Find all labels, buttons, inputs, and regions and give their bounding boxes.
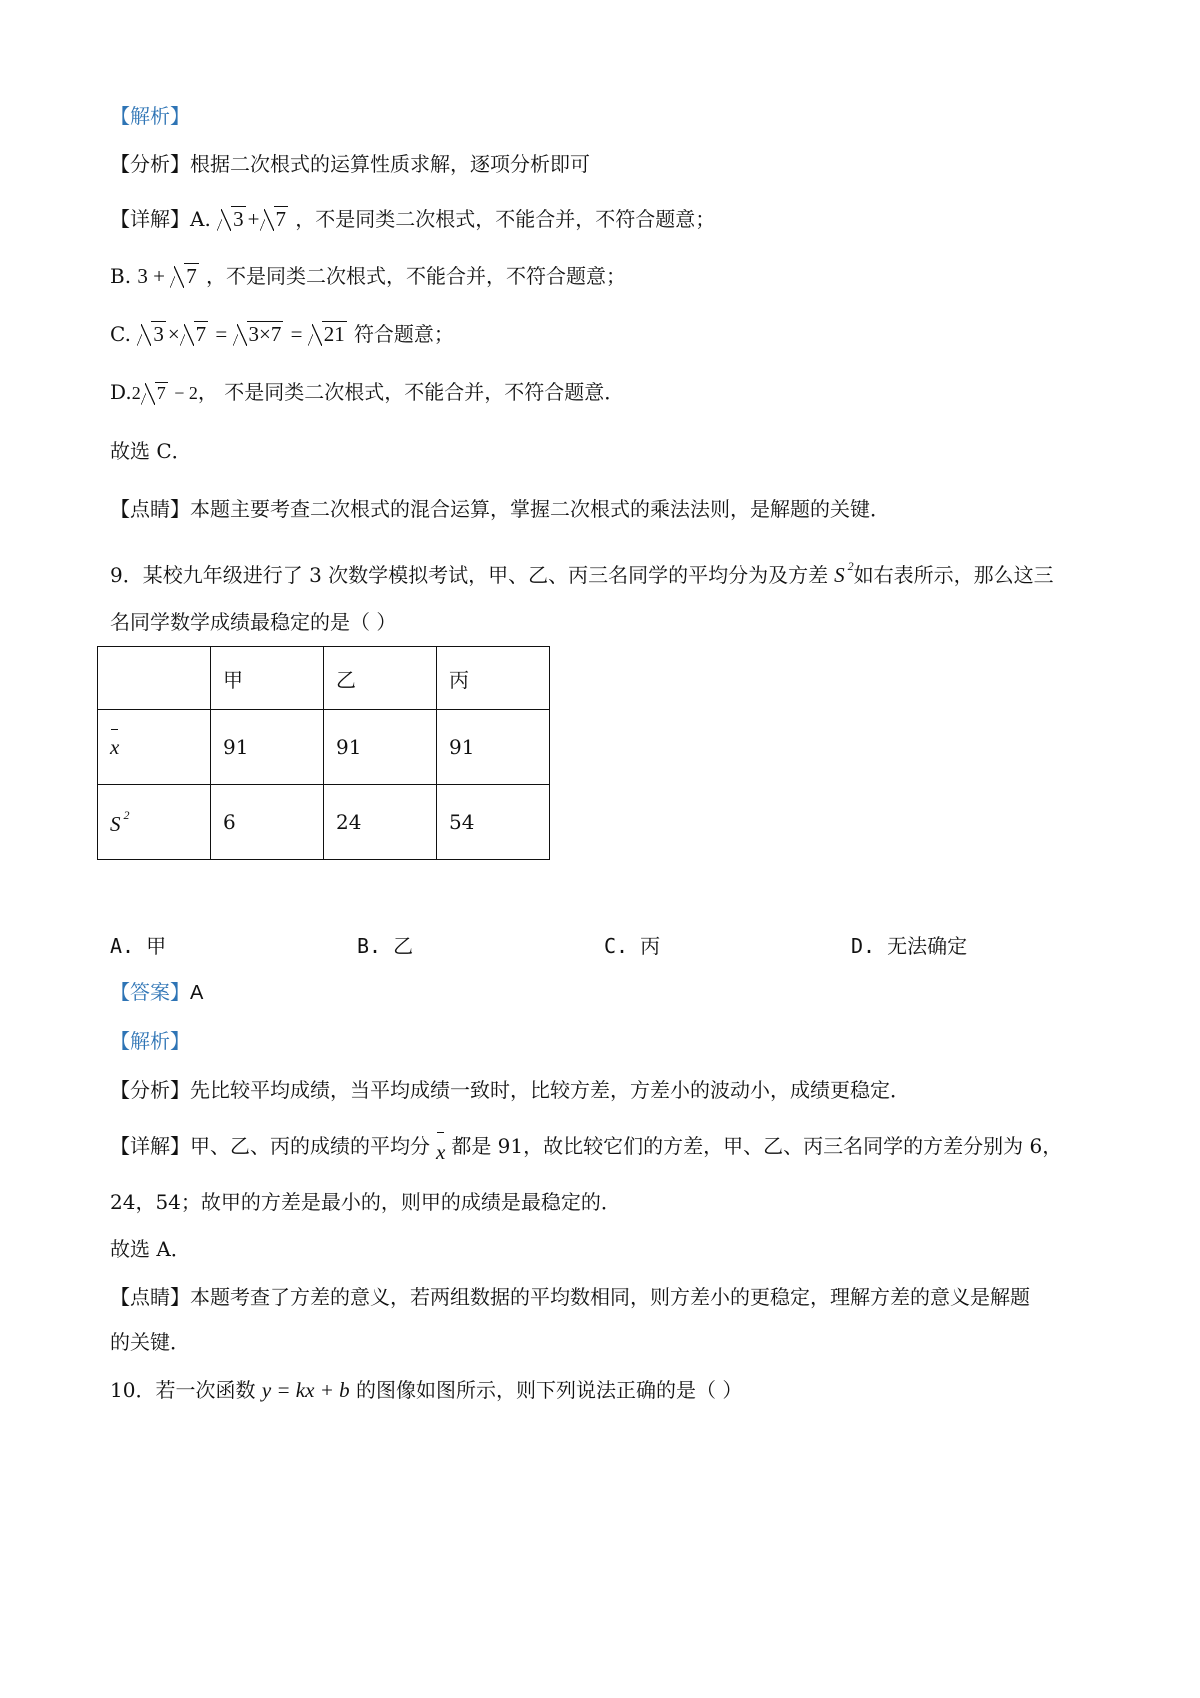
q8-d-tail: ， 不是同类二次根式，不能合并，不符合题意． [197, 380, 625, 404]
q10-stem: 10．若一次函数 y = kx + b 的图像如图所示，则下列说法正确的是（ ） [110, 1378, 743, 1402]
q8-d-expression: 2 7 − 2 [132, 383, 198, 403]
mean-label-cell [98, 710, 211, 785]
answer-value: A [190, 982, 204, 1004]
table-cell: 6 [211, 785, 324, 860]
sqrt-symbol: 7 [260, 205, 289, 233]
q9-stem-line1: 9．某校九年级进行了 3 次数学模拟考试，甲、乙、丙三名同学的平均分为及方差 S $^2$如右表所示，那么这三 [110, 559, 1054, 587]
answer-label: 【答案】 [110, 980, 190, 1004]
table-cell: 91 [211, 710, 324, 785]
q8-c-prefix: C. [110, 322, 131, 346]
sqrt-symbol: 21 [308, 320, 347, 348]
q8-b-tail: ，不是同类二次根式，不能合并，不符合题意； [206, 264, 627, 288]
q8-d-prefix: D. [110, 380, 132, 404]
q8-analysis-label: 【解析】 [110, 104, 190, 128]
table-header-cell [98, 647, 211, 710]
mean-symbol: x [110, 734, 120, 759]
q8-xiangjie-d [110, 378, 624, 407]
q8-fenxi: 【分析】根据二次根式的运算性质求解，逐项分析即可 [110, 152, 590, 176]
table-row-mean [98, 710, 550, 785]
q8-xiangjie-a [110, 205, 715, 233]
q8-a-expression: 3 + 7 [217, 207, 295, 231]
q8-b-prefix: B. [110, 264, 132, 288]
table-header-cell: 乙 [324, 647, 437, 710]
q8-c-tail: 符合题意； [353, 322, 454, 346]
sqrt-symbol: 3×7 [233, 320, 284, 348]
table-header-cell: 丙 [437, 647, 550, 710]
q9-xiangjie-line2: 24，54；故甲的方差是最小的，则甲的成绩是最稳定的． [110, 1190, 621, 1214]
q9-analysis-label: 【解析】 [110, 1029, 190, 1053]
q9-xiangjie-line1: 【详解】甲、乙、丙的成绩的平均分 x 都是 91，故比较它们的方差，甲、乙、丙三名同学的方差分别为 6， [110, 1134, 1063, 1164]
table-row-variance [98, 785, 550, 860]
table-cell: 91 [437, 710, 550, 785]
q9-option-a: A. 甲 [110, 934, 167, 958]
function-expression: y = kx + b [261, 1378, 350, 1402]
table-header-row [98, 647, 550, 710]
q9-stem-line2: 名同学数学成绩最稳定的是（ ） [110, 610, 397, 634]
q8-xiangjie-b [110, 262, 626, 290]
q9-dianjing-line1: 【点睛】本题考查了方差的意义，若两组数据的平均数相同，则方差小的更稳定，理解方差的意义是解题 [110, 1285, 1030, 1309]
sqrt-symbol: 7 [170, 262, 199, 290]
q9-fenxi: 【分析】先比较平均成绩，当平均成绩一致时，比较方差，方差小的波动小，成绩更稳定． [110, 1078, 910, 1102]
variance-symbol: S $^2$ [834, 559, 854, 587]
table-cell: 91 [324, 710, 437, 785]
q9-option-d: D. 无法确定 [851, 934, 968, 958]
mean-symbol: x [436, 1140, 446, 1164]
q9-dianjing-line2: 的关键． [110, 1330, 190, 1354]
q8-a-tail: ，不是同类二次根式，不能合并，不符合题意； [295, 207, 716, 231]
q9-choice: 故选 A． [110, 1237, 191, 1261]
q8-xiangjie-c [110, 320, 454, 348]
q9-option-b: B. 乙 [357, 934, 414, 958]
q8-xiangjie-prefix: 【详解】A. [110, 207, 211, 231]
table-header-cell: 甲 [211, 647, 324, 710]
q8-b-expression: 3 + 7 [137, 264, 197, 288]
variance-symbol: S $^2$ [110, 807, 130, 836]
q8-choice: 故选 C． [110, 439, 192, 463]
table-cell: 24 [324, 785, 437, 860]
q9-stats-table [97, 646, 550, 860]
q8-c-expression: 3 × 7 = 3×7 = 21 [137, 322, 354, 346]
variance-label-cell [98, 785, 211, 860]
q9-answer [110, 978, 203, 1007]
sqrt-symbol: 7 [141, 379, 168, 407]
sqrt-symbol: 3 [137, 320, 166, 348]
sqrt-symbol: 3 [217, 205, 246, 233]
q8-dianjing: 【点睛】本题主要考查二次根式的混合运算，掌握二次根式的乘法法则，是解题的关键． [110, 497, 890, 521]
sqrt-symbol: 7 [180, 320, 209, 348]
table-cell: 54 [437, 785, 550, 860]
q9-option-c: C. 丙 [604, 934, 661, 958]
